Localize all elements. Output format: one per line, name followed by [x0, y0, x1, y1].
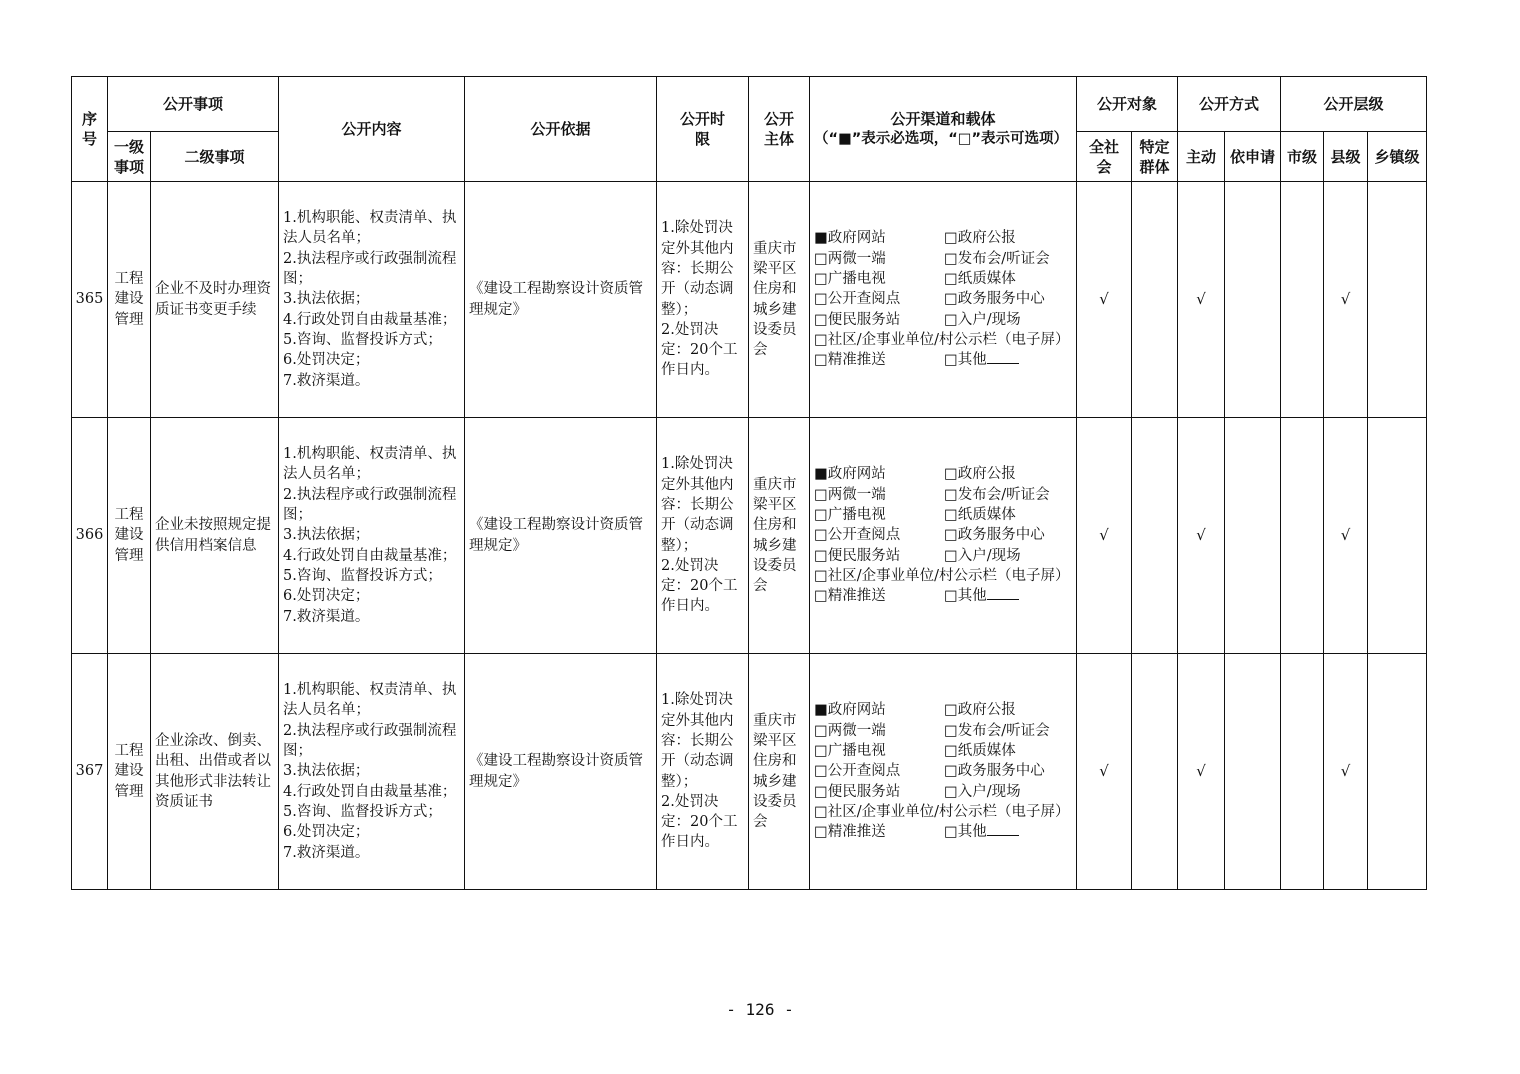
channel-option: □两微一端 [814, 250, 886, 267]
deadline-line: 2.处罚决定：20个工作日内。 [661, 557, 738, 615]
deadline-line: 1.除处罚决定外其他内容：长期公开（动态调整）； [661, 692, 734, 790]
disclosure-table [71, 76, 1427, 890]
channel-option: □便民服务站 [814, 783, 901, 800]
channel-option: □纸质媒体 [944, 743, 1016, 760]
row-seq: 365 [72, 182, 108, 418]
row-content [279, 654, 465, 890]
row-subject: 重庆市梁平区住房和城乡建设委员会 [749, 418, 810, 654]
row-level-city [1281, 182, 1324, 418]
content-line: 6.处罚决定； [283, 352, 370, 369]
row-level-county: √ [1324, 418, 1368, 654]
row-level-town [1368, 654, 1427, 890]
row-level-town [1368, 182, 1427, 418]
content-line: 5.咨询、监督投诉方式； [283, 331, 442, 348]
row-mode-request [1225, 418, 1281, 654]
deadline-line: 2.处罚决定：20个工作日内。 [661, 321, 738, 379]
channel-option: □精准推送 [814, 824, 886, 841]
header-level-town: 乡镇级 [1368, 132, 1427, 182]
channel-option: □公开查阅点 [814, 291, 901, 308]
channel-option: □两微一端 [814, 722, 886, 739]
row-mode-active: √ [1178, 182, 1225, 418]
header-content: 公开内容 [279, 77, 465, 182]
row-target-all: √ [1077, 654, 1132, 890]
row-level1: 工程建设管理 [108, 182, 151, 418]
deadline-line: 2.处罚决定：20个工作日内。 [661, 793, 738, 851]
channel-option: □公开查阅点 [814, 527, 901, 544]
content-line: 2.执法程序或行政强制流程图； [283, 486, 457, 524]
fill-in-blank [987, 834, 1019, 836]
header-target-all: 全社会 [1077, 132, 1132, 182]
header-deadline: 公开时限 [657, 77, 749, 182]
row-mode-request [1225, 182, 1281, 418]
row-mode-active: √ [1178, 654, 1225, 890]
header-subject: 公开主体 [749, 77, 810, 182]
row-level1: 工程建设管理 [108, 654, 151, 890]
header-level-county: 县级 [1324, 132, 1368, 182]
channel-option: □社区/企事业单位/村公示栏（电子屏） [814, 803, 1070, 820]
row-subject: 重庆市梁平区住房和城乡建设委员会 [749, 182, 810, 418]
header-target: 公开对象 [1077, 77, 1178, 132]
channel-option: □公开查阅点 [814, 763, 901, 780]
row-level-city [1281, 654, 1324, 890]
row-channels [810, 418, 1077, 654]
row-deadline [657, 182, 749, 418]
content-line: 7.救济渠道。 [283, 608, 370, 625]
content-line: 6.处罚决定； [283, 588, 370, 605]
channel-option: □政府公报 [944, 702, 1016, 719]
header-basis: 公开依据 [465, 77, 657, 182]
row-seq: 366 [72, 418, 108, 654]
row-basis: 《建设工程勘察设计资质管理规定》 [465, 654, 657, 890]
header-mode: 公开方式 [1178, 77, 1281, 132]
channel-option: □便民服务站 [814, 547, 901, 564]
content-line: 7.救济渠道。 [283, 844, 370, 861]
header-mode-active: 主动 [1178, 132, 1225, 182]
header-seq: 序号 [72, 77, 108, 182]
table-row [72, 182, 1427, 418]
row-target-group [1132, 418, 1178, 654]
channel-option: □发布会/听证会 [944, 722, 1050, 739]
table-row [72, 418, 1427, 654]
row-target-all: √ [1077, 182, 1132, 418]
content-line: 4.行政处罚自由裁量基准； [283, 311, 457, 328]
row-target-all: √ [1077, 418, 1132, 654]
channel-option: □两微一端 [814, 486, 886, 503]
channel-option: □政务服务中心 [944, 763, 1045, 780]
header-mode-request: 依申请 [1225, 132, 1281, 182]
row-deadline [657, 654, 749, 890]
deadline-line: 1.除处罚决定外其他内容：长期公开（动态调整）； [661, 220, 734, 318]
content-line: 1.机构职能、权责清单、执法人员名单； [283, 682, 457, 719]
channel-option: □社区/企事业单位/村公示栏（电子屏） [814, 331, 1070, 348]
row-level-town [1368, 418, 1427, 654]
page-number: - 126 - [726, 1000, 794, 1019]
table-row [72, 654, 1427, 890]
row-content [279, 418, 465, 654]
content-line: 4.行政处罚自由裁量基准； [283, 547, 457, 564]
content-line: 1.机构职能、权责清单、执法人员名单； [283, 210, 457, 247]
header-channel-note: （“■”表示必选项，“□”表示可选项） [814, 131, 1069, 147]
fill-in-blank [987, 362, 1019, 364]
channel-option: □精准推送 [814, 588, 886, 605]
header-target-group: 特定群体 [1132, 132, 1178, 182]
row-content [279, 182, 465, 418]
channel-option: □广播电视 [814, 271, 886, 288]
content-line: 7.救济渠道。 [283, 372, 370, 389]
channel-option: ■政府网站 [814, 702, 886, 719]
header-items: 公开事项 [108, 77, 279, 132]
channel-grid [810, 228, 1076, 370]
channel-option: ■政府网站 [814, 230, 886, 247]
channel-option: □社区/企事业单位/村公示栏（电子屏） [814, 567, 1070, 584]
content-line: 2.执法程序或行政强制流程图； [283, 250, 457, 288]
row-channels [810, 654, 1077, 890]
row-channels [810, 182, 1077, 418]
row-mode-active: √ [1178, 418, 1225, 654]
channel-option: □广播电视 [814, 507, 886, 524]
channel-option: □便民服务站 [814, 311, 901, 328]
content-line: 5.咨询、监督投诉方式； [283, 567, 442, 584]
header-channel [810, 77, 1077, 182]
content-line: 5.咨询、监督投诉方式； [283, 803, 442, 820]
row-basis: 《建设工程勘察设计资质管理规定》 [465, 418, 657, 654]
header-level1: 一级事项 [108, 132, 151, 182]
channel-option: □精准推送 [814, 352, 886, 369]
channel-grid [810, 700, 1076, 842]
header-level: 公开层级 [1281, 77, 1427, 132]
row-seq: 367 [72, 654, 108, 890]
channel-option: □纸质媒体 [944, 507, 1016, 524]
row-basis: 《建设工程勘察设计资质管理规定》 [465, 182, 657, 418]
content-line: 2.执法程序或行政强制流程图； [283, 722, 457, 760]
row-level1: 工程建设管理 [108, 418, 151, 654]
channel-option: ■政府网站 [814, 466, 886, 483]
content-line: 1.机构职能、权责清单、执法人员名单； [283, 446, 457, 483]
fill-in-blank [987, 598, 1019, 600]
row-target-group [1132, 654, 1178, 890]
channel-option: □政务服务中心 [944, 527, 1045, 544]
content-line: 3.执法依据； [283, 527, 370, 544]
channel-option: □其他 [944, 350, 1074, 370]
channel-grid [810, 464, 1076, 606]
deadline-line: 1.除处罚决定外其他内容：长期公开（动态调整）； [661, 456, 734, 554]
row-mode-request [1225, 654, 1281, 890]
row-target-group [1132, 182, 1178, 418]
row-subject: 重庆市梁平区住房和城乡建设委员会 [749, 654, 810, 890]
content-line: 4.行政处罚自由裁量基准； [283, 783, 457, 800]
content-line: 3.执法依据； [283, 291, 370, 308]
channel-option: □其他 [944, 586, 1074, 606]
channel-option: □广播电视 [814, 743, 886, 760]
channel-option: □政府公报 [944, 466, 1016, 483]
content-line: 3.执法依据； [283, 763, 370, 780]
channel-option: □入户/现场 [944, 547, 1021, 564]
row-level2: 企业涂改、倒卖、出租、出借或者以其他形式非法转让资质证书 [151, 654, 279, 890]
row-level2: 企业未按照规定提供信用档案信息 [151, 418, 279, 654]
channel-option: □政务服务中心 [944, 291, 1045, 308]
channel-option: □入户/现场 [944, 311, 1021, 328]
channel-option: □其他 [944, 822, 1074, 842]
row-level-city [1281, 418, 1324, 654]
header-level2: 二级事项 [151, 132, 279, 182]
channel-option: □纸质媒体 [944, 271, 1016, 288]
channel-option: □发布会/听证会 [944, 250, 1050, 267]
row-level-county: √ [1324, 182, 1368, 418]
content-line: 6.处罚决定； [283, 824, 370, 841]
channel-option: □政府公报 [944, 230, 1016, 247]
channel-option: □发布会/听证会 [944, 486, 1050, 503]
row-level-county: √ [1324, 654, 1368, 890]
channel-option: □入户/现场 [944, 783, 1021, 800]
row-deadline [657, 418, 749, 654]
header-channel-title: 公开渠道和载体 [890, 110, 996, 128]
row-level2: 企业不及时办理资质证书变更手续 [151, 182, 279, 418]
header-level-city: 市级 [1281, 132, 1324, 182]
